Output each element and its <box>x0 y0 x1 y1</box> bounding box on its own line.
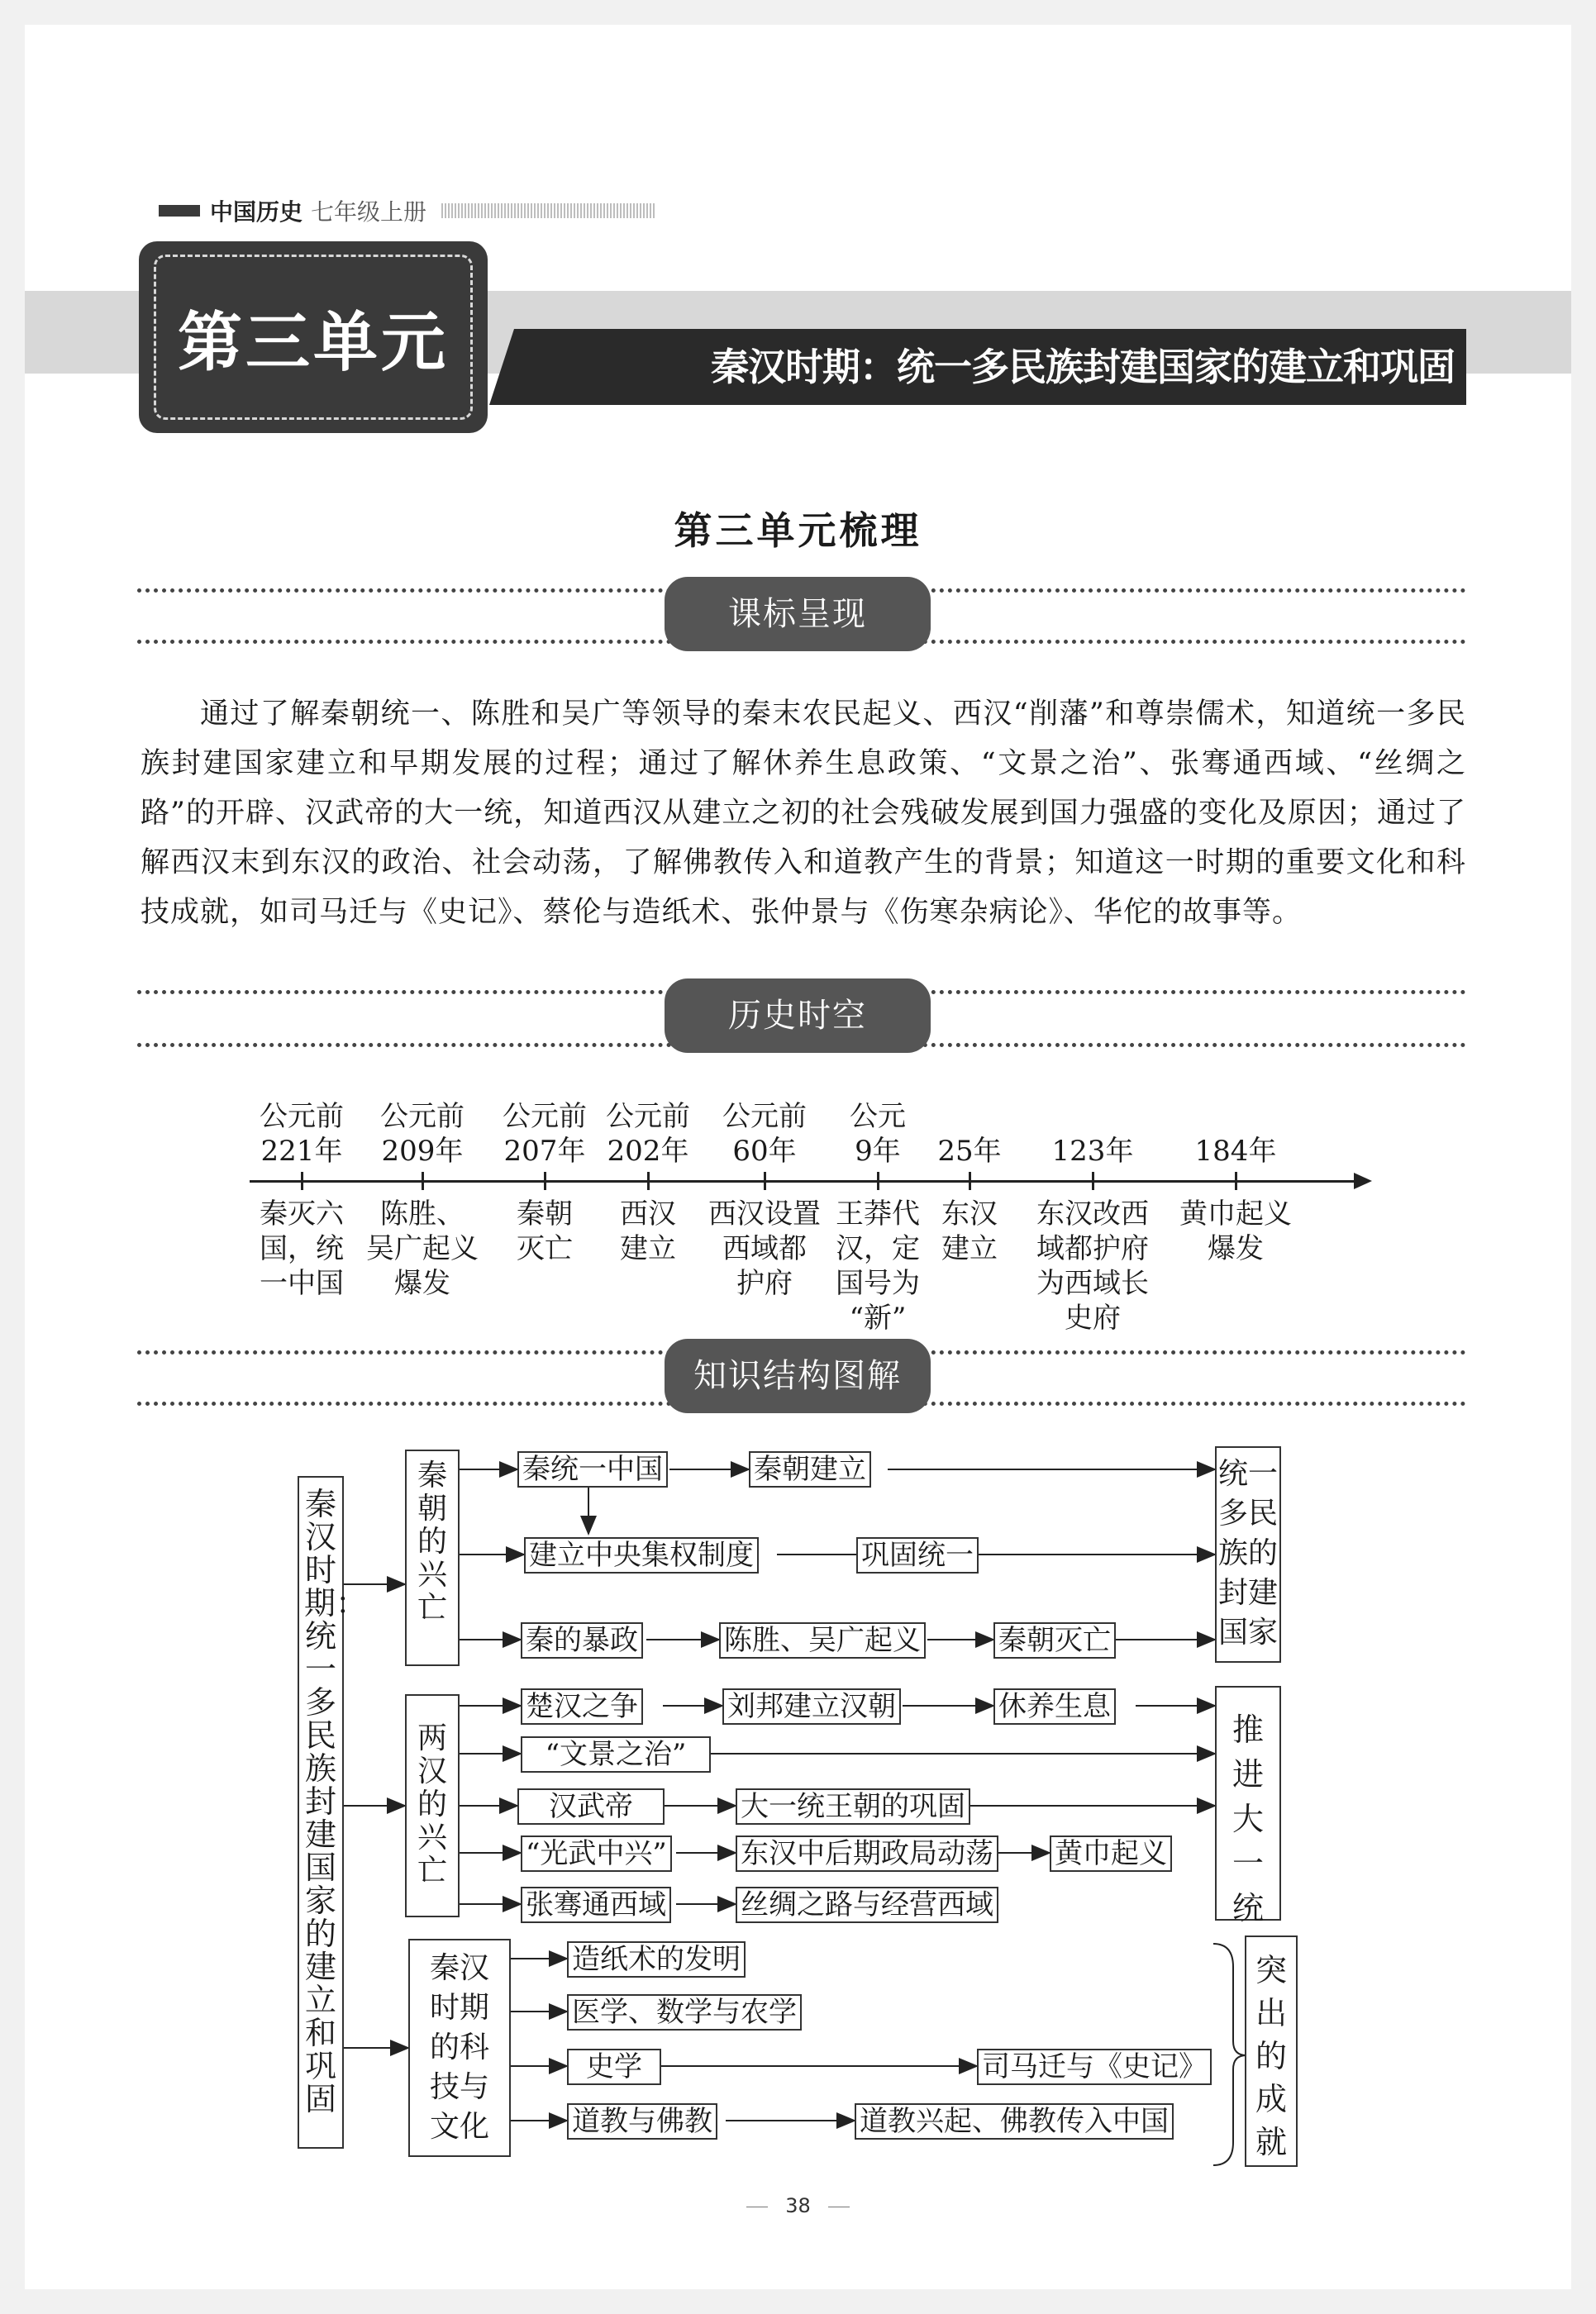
timeline-event: 西汉设置 西域都 护府 <box>708 1197 821 1300</box>
header-subject: 中国历史 <box>210 198 303 226</box>
result-grand-unity <box>1215 1686 1281 1926</box>
unit-subtitle: 秦汉时期：统一多民族封建国家的建立和巩固 <box>711 345 1455 389</box>
node-qin-founded: 秦朝建立 <box>749 1451 871 1488</box>
node-wenjing: “文景之治” <box>521 1736 711 1773</box>
node-medicine: 医学、数学与农学 <box>567 1994 802 2031</box>
node-uprising: 陈胜、吴广起义 <box>719 1622 926 1659</box>
node-liu-bang: 刘邦建立汉朝 <box>722 1688 901 1725</box>
group-qin <box>405 1450 460 1666</box>
node-central-system: 建立中央集权制度 <box>524 1537 759 1574</box>
curriculum-paragraph: 通过了解秦朝统一、陈胜和吴广等领导的秦末农民起义、西汉“削藩”和尊崇儒术，知道统一多民族封建国家建立和早期发展的过程；通过了解休养生息政策、“文景之治”、张骞通西域、“丝绸之路”的开辟、汉武帝的大一统，知道西汉从建立之初的社会残破发展到国力强盛的变化及原因；通过了解西汉末到东汉的政治、社会动荡，了解佛教传入和道教产生的背景；知道这一时期的重要文化和科技成就，如司马迁与《史记》、蔡伦与造纸术、张仲景与《伤寒杂病论》、华佗的故事等。 <box>141 698 1466 929</box>
node-religion-rise: 道教兴起、佛教传入中国 <box>855 2103 1174 2140</box>
structure-heading: 知识结构图解 <box>665 1339 931 1413</box>
result-grand-unity-text: 推进大一统 <box>1232 1712 1264 1926</box>
timeline-date: 184年 <box>1194 1135 1277 1168</box>
group-han-text: 两汉的兴亡 <box>417 1721 447 1888</box>
right-brace-icon <box>1213 1944 1246 2165</box>
timeline-event: 东汉 建立 <box>941 1197 998 1265</box>
result-unified-state-text: 统一多民族的封建国家 <box>1217 1457 1278 1650</box>
node-shiji: 司马迁与《史记》 <box>977 2049 1212 2085</box>
timeline-date: 123年 <box>1051 1135 1134 1168</box>
timeline-date: 公元 9年 <box>850 1100 906 1168</box>
node-silk-road: 丝绸之路与经营西域 <box>736 1887 998 1923</box>
unit-label: 第三单元 <box>177 306 449 380</box>
result-achievements <box>1245 1935 1298 2167</box>
timeline-event: 黄巾起义 爆发 <box>1179 1197 1292 1265</box>
section-title: 第三单元梳理 <box>674 508 922 553</box>
result-unified-state <box>1215 1446 1281 1663</box>
page-number <box>25 2194 1571 2217</box>
timeline-date: 公元前 209年 <box>380 1100 465 1168</box>
diagram-connectors <box>25 25 1571 2289</box>
node-religion: 道教与佛教 <box>567 2103 717 2140</box>
node-guangwu: “光武中兴” <box>521 1835 672 1872</box>
group-culture-text: 秦汉时期的科技与文化 <box>429 1951 489 2144</box>
group-qin-text: 秦朝的兴亡 <box>417 1459 447 1625</box>
timeline-event: 秦灭六 国，统 一中国 <box>260 1197 344 1300</box>
page <box>25 25 1571 2289</box>
node-qin-fall: 秦朝灭亡 <box>993 1622 1116 1659</box>
node-yellow-turban: 黄巾起义 <box>1050 1835 1172 1872</box>
timeline-event: 西汉 建立 <box>620 1197 676 1265</box>
page-number-text: 38 <box>785 2194 811 2217</box>
node-turmoil: 东汉中后期政局动荡 <box>736 1835 998 1872</box>
diagram-root <box>298 1476 368 2149</box>
timeline-date: 公元前 221年 <box>260 1100 344 1168</box>
curriculum-heading: 课标呈现 <box>665 577 931 651</box>
timeline-event: 王莽代 汉，定 国号为 “新” <box>836 1197 920 1335</box>
knowledge-structure-diagram <box>25 25 1571 2289</box>
node-chu-han: 楚汉之争 <box>521 1688 643 1725</box>
header-grade: 七年级上册 <box>311 198 427 226</box>
timeline-date: 公元前 60年 <box>722 1100 807 1168</box>
node-history: 史学 <box>567 2049 661 2085</box>
timeline-heading: 历史时空 <box>665 978 931 1053</box>
node-qin-unify: 秦统一中国 <box>517 1451 668 1488</box>
timeline-event: 陈胜、 吴广起义 爆发 <box>366 1197 479 1300</box>
diagram-root-text: 秦汉时期：统一多民族封建国家的建立和巩固 <box>304 1486 368 2117</box>
node-paper: 造纸术的发明 <box>567 1941 746 1978</box>
node-consolidate: 巩固统一 <box>856 1537 979 1574</box>
node-wudi: 汉武帝 <box>517 1788 665 1825</box>
node-tyranny: 秦的暴政 <box>521 1622 643 1659</box>
timeline-date: 25年 <box>937 1135 1002 1168</box>
timeline-event: 东汉改西 域都护府 为西域长 史府 <box>1036 1197 1149 1335</box>
timeline-event: 秦朝 灭亡 <box>517 1197 573 1265</box>
node-zhang-qian: 张骞通西域 <box>521 1887 671 1923</box>
node-recuperate: 休养生息 <box>993 1688 1116 1725</box>
group-han <box>405 1694 460 1917</box>
node-great-unity: 大一统王朝的巩固 <box>736 1788 970 1825</box>
timeline-date: 公元前 207年 <box>503 1100 587 1168</box>
result-achievements-text: 突出的成就 <box>1255 1952 1287 2160</box>
timeline-date: 公元前 202年 <box>606 1100 690 1168</box>
group-culture <box>408 1939 511 2157</box>
